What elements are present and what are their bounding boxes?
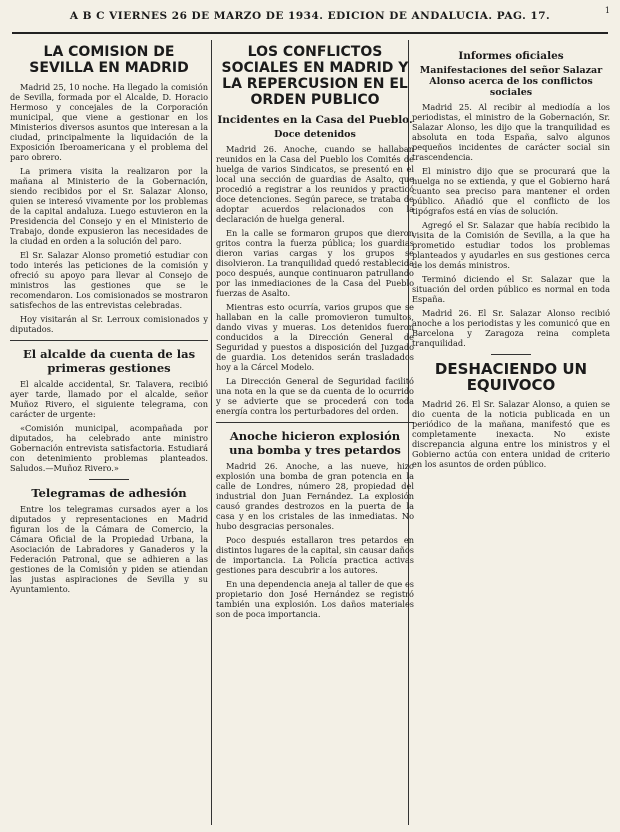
- column-divider-1: [211, 40, 212, 825]
- section-title-informes: Informes oficiales: [458, 50, 564, 62]
- separator: [491, 354, 531, 355]
- article-paragraph: Madrid 26. El Sr. Salazar Alonso, a quien se dio cuenta de la noticia publicada en un periódico de la mañana, manifestó que es completamente inexacta. No existe discrepancia alguna entre los ministros y el Gobierno actúa con entera unidad de criterio en los asuntos de orden público.: [412, 399, 610, 469]
- article-paragraph: Madrid 25. Al recibir al mediodía a los periodistas, el ministro de la Gobernación, Sr. Salazar Alonso, les dijo que la tranquilidad es absoluta en toda España, salvo algunos pequeños incidentes de carácter social sin trascendencia.: [412, 102, 610, 162]
- article-paragraph: Madrid 26. Anoche, cuando se hallaban reunidos en la Casa del Pueblo los Comités de huelga de varios Sindicatos, se presentó en el local una sección de guardias de Asalto, que procedió a registrar a los reunidos y practicó doce detenciones. Según parece, se trataba de adoptar acuerdos relacionados con la declaración de huelga general.: [216, 144, 414, 224]
- article-paragraph: Madrid 26. El Sr. Salazar Alonso recibió anoche a los periodistas y les comunicó que en Barcelona y Zaragoza reina completa tranquilidad.: [412, 308, 610, 348]
- article-title-sevilla: LA COMISION DE SEVILLA EN MADRID: [29, 44, 189, 76]
- subheading-salazar: Manifestaciones del señor Salazar Alonso acerca de los conflictos sociales: [419, 65, 603, 98]
- subheading-detenidos: Doce detenidos: [274, 129, 356, 140]
- subheading-incidentes: Incidentes en la Casa del Pueblo.: [217, 114, 413, 126]
- subheading-alcalde: El alcalde da cuenta de las primeras gestiones: [22, 347, 196, 375]
- header-rule: [12, 32, 608, 34]
- article-paragraph: Madrid 26. Anoche, a las nueve, hizo explosión una bomba de gran potencia en la calle de Londres, número 28, propiedad del industrial don Juan Fernández. La explosión causó grandes destrozos en la puerta de la casa y en los cristales de las inmediatas. No hubo desgracias personales.: [216, 461, 414, 531]
- article-paragraph: Terminó diciendo el Sr. Salazar que la situación del orden público es normal en toda España.: [412, 274, 610, 304]
- page-mark: 1: [604, 6, 610, 15]
- article-paragraph: El Sr. Salazar Alonso prometió estudiar con todo interés las peticiones de la comisión y ofreció su apoyo para llevar al Consejo de ministros las gestiones que se le recomendaron. Los comisionados se mostraron satisfechos de las entrevistas celebradas.: [10, 250, 208, 310]
- article-paragraph: Madrid 25, 10 noche. Ha llegado la comisión de Sevilla, formada por el Alcalde, D. Horacio Hermoso y concejales de la Corporación municipal, que viene a gestionar en los Ministerios diversos asuntos que interesan a la ciudad, principalmente la liquidación de la Exposición Iberoamericana y el problema del paro obrero.: [10, 82, 208, 162]
- column-3: [412, 44, 610, 822]
- article-title-conflictos: LOS CONFLICTOS SOCIALES EN MADRID Y LA REPERCUSION EN EL ORDEN PUBLICO: [221, 44, 409, 108]
- article-paragraph: El alcalde accidental, Sr. Talavera, recibió ayer tarde, llamado por el alcalde, señor Muñoz Rivero, el siguiente telegrama, con carácter de urgente:: [10, 379, 208, 419]
- article-paragraph: Mientras esto ocurría, varios grupos que se hallaban en la calle promovieron tumultos, dando vivas y mueras. Los detenidos fueron conducidos a la Dirección General de Seguridad y puestos a disposición del Juzgado de guardia. Los detenidos serán trasladados hoy a la Cárcel Modelo.: [216, 302, 414, 372]
- article-paragraph: Hoy visitarán al Sr. Lerroux comisionados y diputados.: [10, 314, 208, 334]
- article-paragraph: Agregó el Sr. Salazar que había recibido la visita de la Comisión de Sevilla, a la que ha prometido estudiar todos los problemas planteados y ayudarles en sus gestiones cerca de los demás ministros.: [412, 220, 610, 270]
- article-paragraph: En la calle se formaron grupos que dieron gritos contra la fuerza pública; los guardias dieron varias cargas y los grupos se disolvieron. La tranquilidad quedó restablecida poco después, aunque continuaron patrullando por las inmediaciones de la Casa del Pueblo fuerzas de Asalto.: [216, 228, 414, 298]
- article-paragraph: En una dependencia aneja al taller de que es propietario don José Hernández se registró también una explosión. Los daños materiales son de poca importancia.: [216, 579, 414, 619]
- article-title-equivoco: DESHACIENDO UN EQUIVOCO: [434, 360, 588, 394]
- page-header: A B C VIERNES 26 DE MARZO DE 1934. EDICION DE ANDALUCIA. PAG. 17.: [69, 10, 551, 22]
- article-paragraph: La Dirección General de Seguridad facilitó una nota en la que se da cuenta de lo ocurrido y se advierte que se procederá con toda energía contra los perturbadores del orden.: [216, 376, 414, 416]
- separator: [89, 479, 129, 480]
- subheading-bomba: Anoche hicieron explosión una bomba y tres petardos: [229, 429, 401, 457]
- article-paragraph: Entre los telegramas cursados ayer a los diputados y representaciones en Madrid figuran los de la Cámara de Comercio, la Cámara Oficial de la Propiedad Urbana, la Asociación de Labradores y Ganaderos y la Federación Patronal, que se adhieren a las gestiones de la Comisión y piden se atiendan las justas aspiraciones de Sevilla y su Ayuntamiento.: [10, 504, 208, 594]
- section-rule: [10, 340, 208, 341]
- column-2: [216, 44, 414, 822]
- article-paragraph: «Comisión municipal, acompañada por diputados, ha celebrado ante ministro Gobernación entrevista satisfactoria. Estudiará con detenimiento problemas planteados. Saludos.—Muñoz Rivero.»: [10, 423, 208, 473]
- article-paragraph: Poco después estallaron tres petardos en distintos lugares de la capital, sin causar daños de importancia. La Policía practica activas gestiones para descubrir a los autores.: [216, 535, 414, 575]
- article-paragraph: El ministro dijo que se procurará que la huelga no se extienda, y que el Gobierno hará cuanto sea preciso para mantener el orden público. Añadió que el conflicto de los tipógrafos está en vías de solución.: [412, 166, 610, 216]
- article-paragraph: La primera visita la realizaron por la mañana al Ministerio de la Gobernación, siendo recibidos por el Sr. Salazar Alonso, quien se interesó vivamente por los problemas de la capital andaluza. Luego estuvieron en la Presidencia del Consejo y en el Ministerio de Trabajo, donde expusieron las necesidades de la ciudad en orden a la solución del paro.: [10, 166, 208, 246]
- subheading-telegramas: Telegramas de adhesión: [31, 486, 187, 500]
- column-1: [10, 44, 208, 822]
- section-rule: [216, 422, 414, 423]
